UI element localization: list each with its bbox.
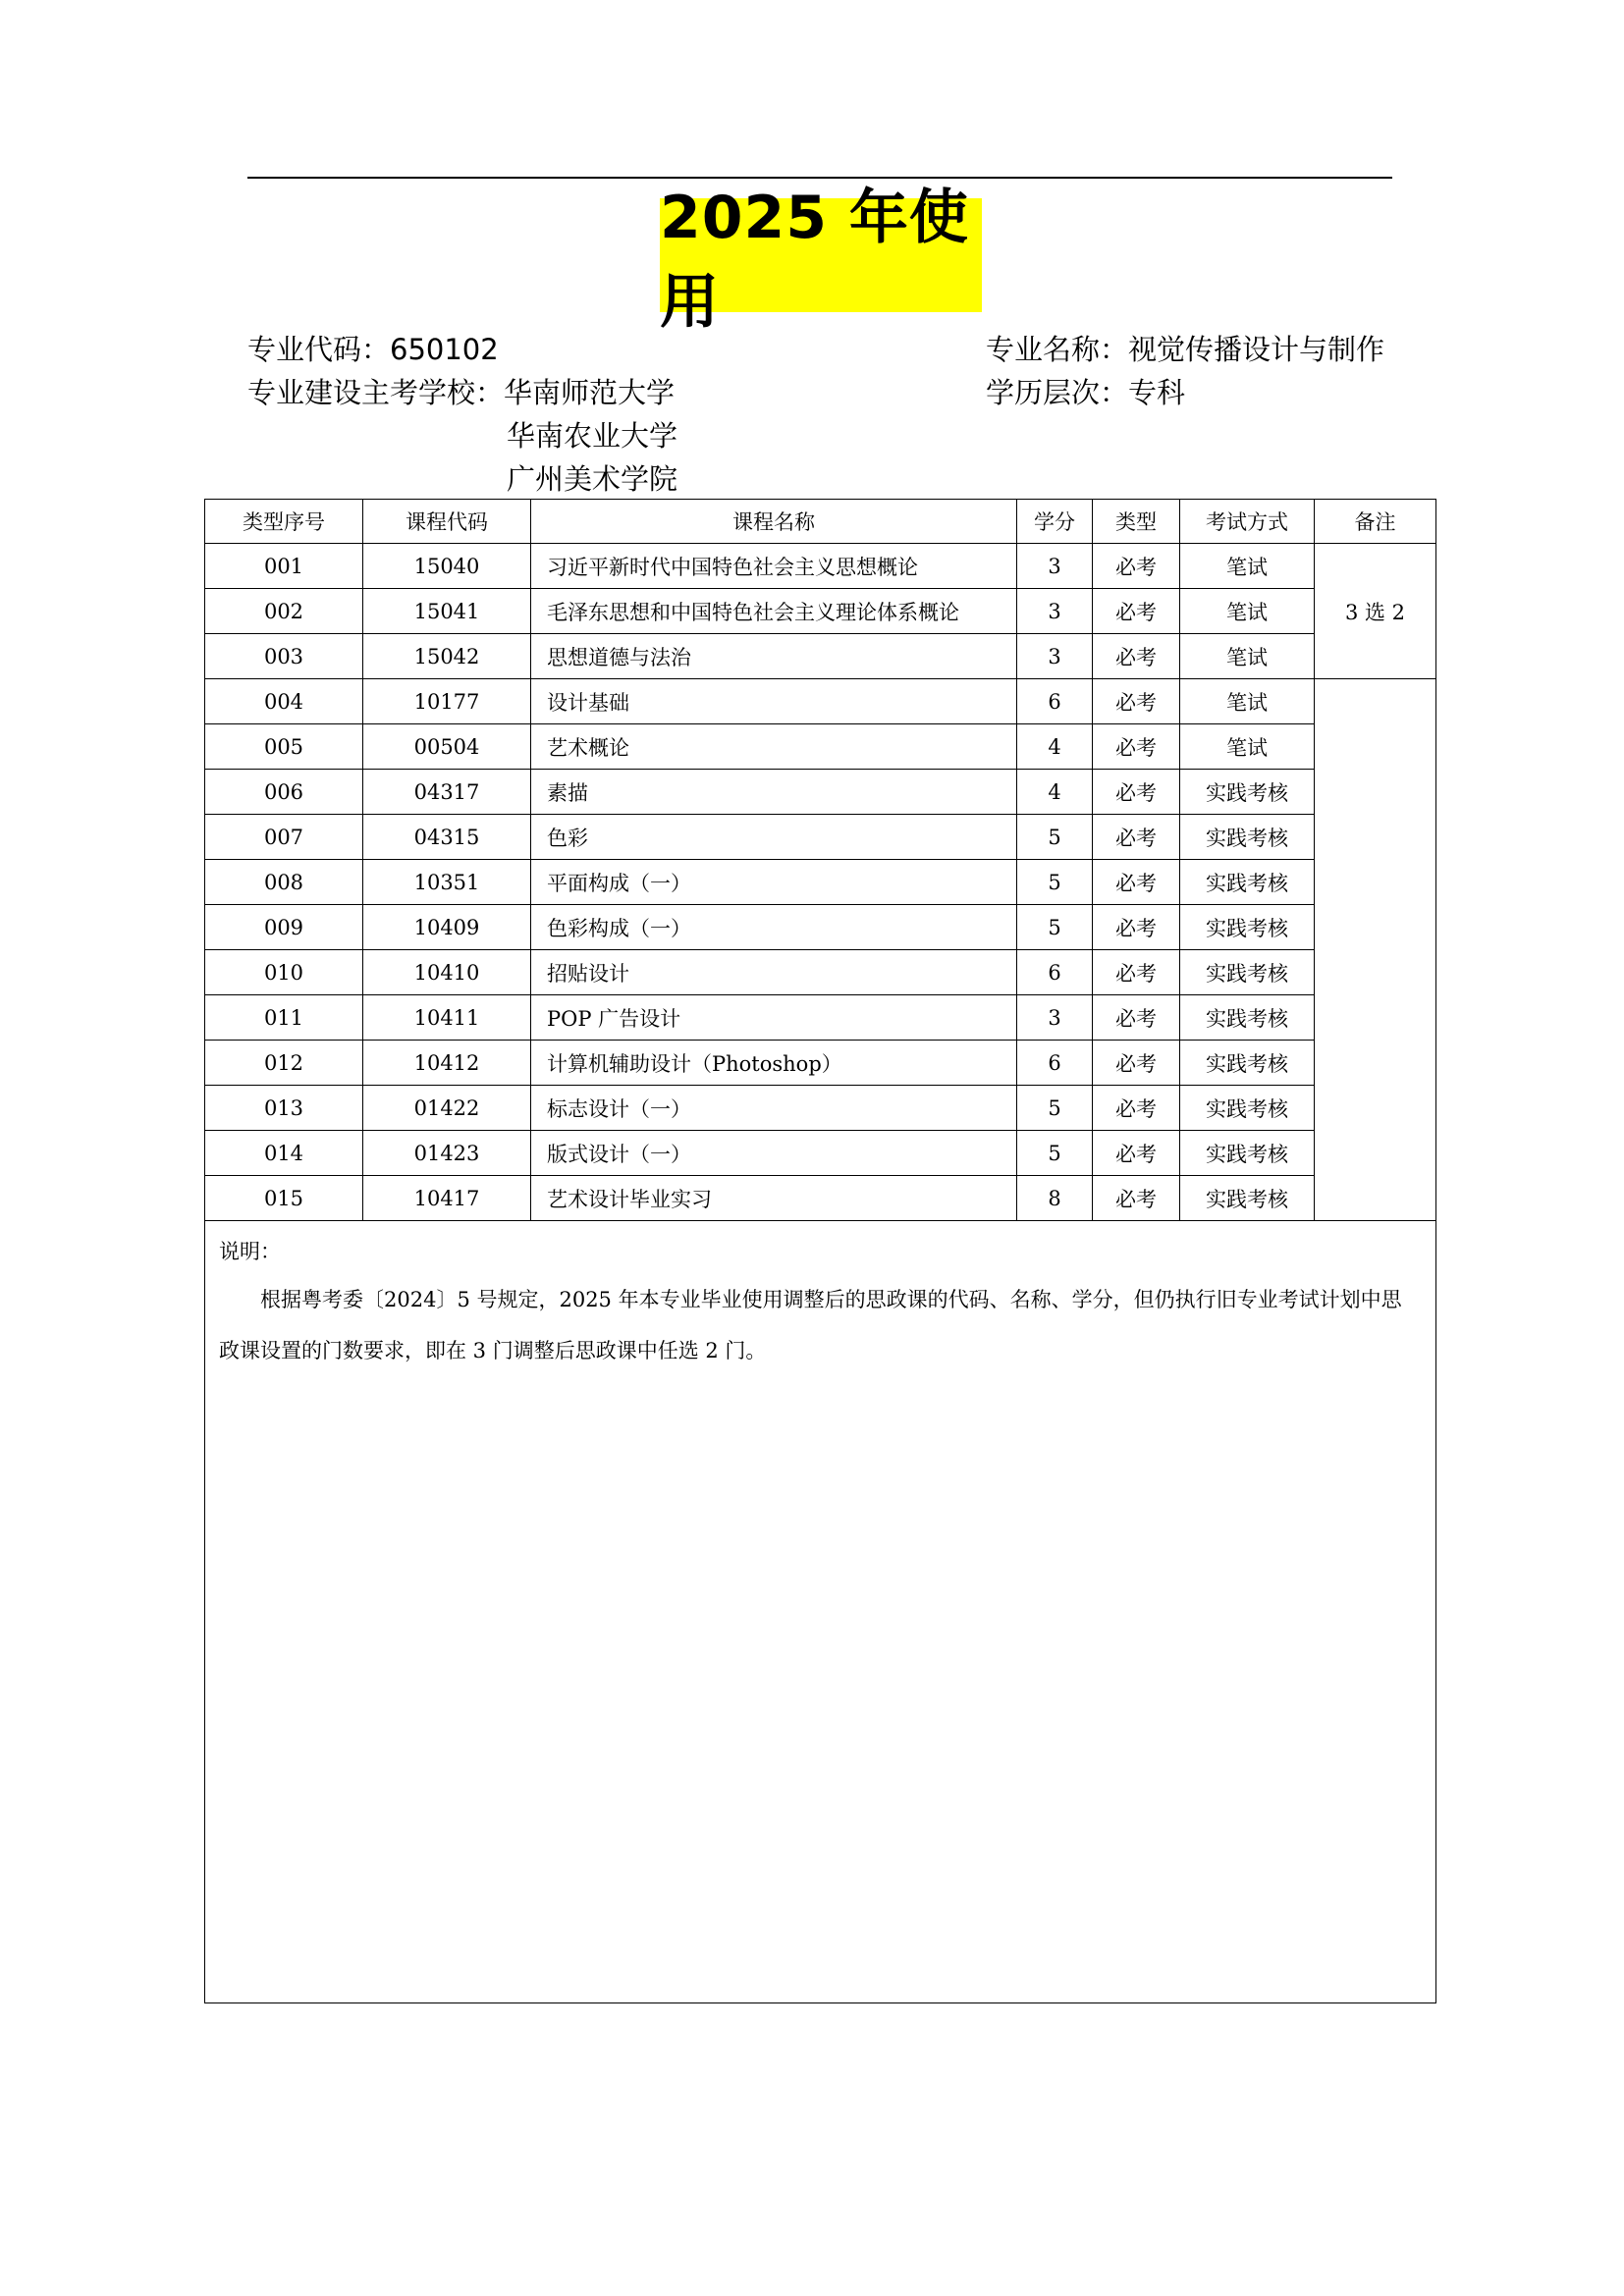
- cell-code: 10410: [363, 950, 531, 995]
- cell-name: 色彩: [531, 815, 1017, 860]
- cell-type: 必考: [1093, 634, 1180, 679]
- col-header-remark: 备注: [1315, 500, 1436, 544]
- table-row: [205, 770, 1436, 815]
- cell-exam: 笔试: [1180, 679, 1315, 724]
- table-row: [205, 1086, 1436, 1131]
- table-row: [205, 724, 1436, 770]
- notes-body: 根据粤考委〔2024〕5 号规定，2025 年本专业毕业使用调整后的思政课的代码、名称、学分，但仍执行旧专业考试计划中思政课设置的门数要求，即在 3 门调整后思政课中任选 2 门。: [219, 1288, 1402, 1362]
- cell-name: 艺术设计毕业实习: [531, 1176, 1017, 1221]
- cell-name: 计算机辅助设计（Photoshop）: [531, 1041, 1017, 1086]
- cell-code: 15040: [363, 544, 531, 589]
- cell-code: 10417: [363, 1176, 531, 1221]
- table-row: [205, 1041, 1436, 1086]
- cell-code: 04315: [363, 815, 531, 860]
- cell-name: 艺术概论: [531, 724, 1017, 770]
- cell-name: 色彩构成（一）: [531, 905, 1017, 950]
- table-row: [205, 815, 1436, 860]
- notes-title: 说明：: [219, 1240, 281, 1263]
- col-header-credit: 学分: [1017, 500, 1093, 544]
- cell-type: 必考: [1093, 860, 1180, 905]
- cell-exam: 实践考核: [1180, 1131, 1315, 1176]
- cell-exam: 笔试: [1180, 724, 1315, 770]
- col-header-code: 课程代码: [363, 500, 531, 544]
- cell-code: 10351: [363, 860, 531, 905]
- cell-exam: 实践考核: [1180, 860, 1315, 905]
- schools-line: [247, 371, 677, 414]
- cell-seq: 014: [205, 1131, 363, 1176]
- schools-label: 专业建设主考学校：: [247, 376, 505, 409]
- table-row: [205, 589, 1436, 634]
- cell-type: 必考: [1093, 1176, 1180, 1221]
- cell-seq: 005: [205, 724, 363, 770]
- cell-code: 10177: [363, 679, 531, 724]
- cell-code: 15041: [363, 589, 531, 634]
- cell-type: 必考: [1093, 905, 1180, 950]
- cell-exam: 实践考核: [1180, 950, 1315, 995]
- col-header-seq: 类型序号: [205, 500, 363, 544]
- cell-seq: 007: [205, 815, 363, 860]
- cell-name: 版式设计（一）: [531, 1131, 1017, 1176]
- school-1: 华南师范大学: [504, 376, 676, 409]
- cell-seq: 011: [205, 995, 363, 1041]
- cell-name: 毛泽东思想和中国特色社会主义理论体系概论: [531, 589, 1017, 634]
- table-row: [205, 905, 1436, 950]
- cell-seq: 002: [205, 589, 363, 634]
- cell-seq: 008: [205, 860, 363, 905]
- school-2: 华南农业大学: [507, 419, 678, 453]
- table-row: [205, 1131, 1436, 1176]
- education-level: 学历层次：专科: [986, 376, 1186, 409]
- table-row: [205, 995, 1436, 1041]
- table-header-row: [205, 500, 1436, 544]
- cell-seq: 010: [205, 950, 363, 995]
- cell-type: 必考: [1093, 950, 1180, 995]
- cell-seq: 015: [205, 1176, 363, 1221]
- cell-name: 习近平新时代中国特色社会主义思想概论: [531, 544, 1017, 589]
- cell-name: 设计基础: [531, 679, 1017, 724]
- cell-code: 01423: [363, 1131, 531, 1176]
- major-name: 专业名称：视觉传播设计与制作: [986, 333, 1385, 366]
- cell-credit: 4: [1017, 724, 1093, 770]
- cell-credit: 6: [1017, 679, 1093, 724]
- cell-seq: 004: [205, 679, 363, 724]
- col-header-name: 课程名称: [531, 500, 1017, 544]
- cell-type: 必考: [1093, 815, 1180, 860]
- cell-seq: 012: [205, 1041, 363, 1086]
- cell-type: 必考: [1093, 995, 1180, 1041]
- cell-name: 素描: [531, 770, 1017, 815]
- cell-name: POP 广告设计: [531, 995, 1017, 1041]
- table-row: [205, 544, 1436, 589]
- col-header-exam: 考试方式: [1180, 500, 1315, 544]
- cell-credit: 3: [1017, 634, 1093, 679]
- cell-exam: 笔试: [1180, 544, 1315, 589]
- cell-exam: 笔试: [1180, 589, 1315, 634]
- cell-credit: 8: [1017, 1176, 1093, 1221]
- table-row: [205, 634, 1436, 679]
- cell-remark-group: 3 选 2: [1315, 544, 1436, 679]
- cell-type: 必考: [1093, 770, 1180, 815]
- cell-seq: 001: [205, 544, 363, 589]
- table-row: [205, 950, 1436, 995]
- cell-name: 平面构成（一）: [531, 860, 1017, 905]
- notes-cell: [205, 1221, 1436, 2003]
- cell-exam: 实践考核: [1180, 1176, 1315, 1221]
- cell-exam: 笔试: [1180, 634, 1315, 679]
- cell-credit: 6: [1017, 1041, 1093, 1086]
- cell-exam: 实践考核: [1180, 770, 1315, 815]
- cell-exam: 实践考核: [1180, 1041, 1315, 1086]
- cell-remark-empty: [1315, 679, 1436, 1221]
- cell-seq: 013: [205, 1086, 363, 1131]
- notes-row: [205, 1221, 1436, 2003]
- banner-title: 2025 年使用: [660, 184, 969, 337]
- major-info-right: [986, 328, 1384, 414]
- cell-code: 10411: [363, 995, 531, 1041]
- cell-code: 00504: [363, 724, 531, 770]
- cell-code: 04317: [363, 770, 531, 815]
- cell-credit: 3: [1017, 544, 1093, 589]
- cell-credit: 5: [1017, 1086, 1093, 1131]
- cell-type: 必考: [1093, 724, 1180, 770]
- cell-exam: 实践考核: [1180, 905, 1315, 950]
- table-row: [205, 1176, 1436, 1221]
- cell-code: 01422: [363, 1086, 531, 1131]
- cell-credit: 3: [1017, 995, 1093, 1041]
- cell-code: 10409: [363, 905, 531, 950]
- cell-credit: 3: [1017, 589, 1093, 634]
- cell-credit: 5: [1017, 815, 1093, 860]
- major-info-left: [247, 328, 677, 501]
- major-code: 专业代码：650102: [247, 333, 499, 366]
- cell-name: 招贴设计: [531, 950, 1017, 995]
- year-banner: [660, 184, 982, 337]
- cell-seq: 003: [205, 634, 363, 679]
- table-row: [205, 679, 1436, 724]
- cell-exam: 实践考核: [1180, 995, 1315, 1041]
- cell-exam: 实践考核: [1180, 815, 1315, 860]
- cell-credit: 5: [1017, 860, 1093, 905]
- cell-credit: 4: [1017, 770, 1093, 815]
- cell-code: 15042: [363, 634, 531, 679]
- school-3: 广州美术学院: [507, 462, 678, 496]
- cell-type: 必考: [1093, 679, 1180, 724]
- cell-seq: 006: [205, 770, 363, 815]
- cell-exam: 实践考核: [1180, 1086, 1315, 1131]
- cell-type: 必考: [1093, 1086, 1180, 1131]
- cell-code: 10412: [363, 1041, 531, 1086]
- cell-credit: 5: [1017, 1131, 1093, 1176]
- cell-type: 必考: [1093, 544, 1180, 589]
- cell-seq: 009: [205, 905, 363, 950]
- cell-type: 必考: [1093, 589, 1180, 634]
- col-header-type: 类型: [1093, 500, 1180, 544]
- cell-type: 必考: [1093, 1041, 1180, 1086]
- cell-credit: 6: [1017, 950, 1093, 995]
- cell-type: 必考: [1093, 1131, 1180, 1176]
- cell-name: 思想道德与法治: [531, 634, 1017, 679]
- course-table: [204, 499, 1436, 2003]
- cell-credit: 5: [1017, 905, 1093, 950]
- cell-name: 标志设计（一）: [531, 1086, 1017, 1131]
- table-row: [205, 860, 1436, 905]
